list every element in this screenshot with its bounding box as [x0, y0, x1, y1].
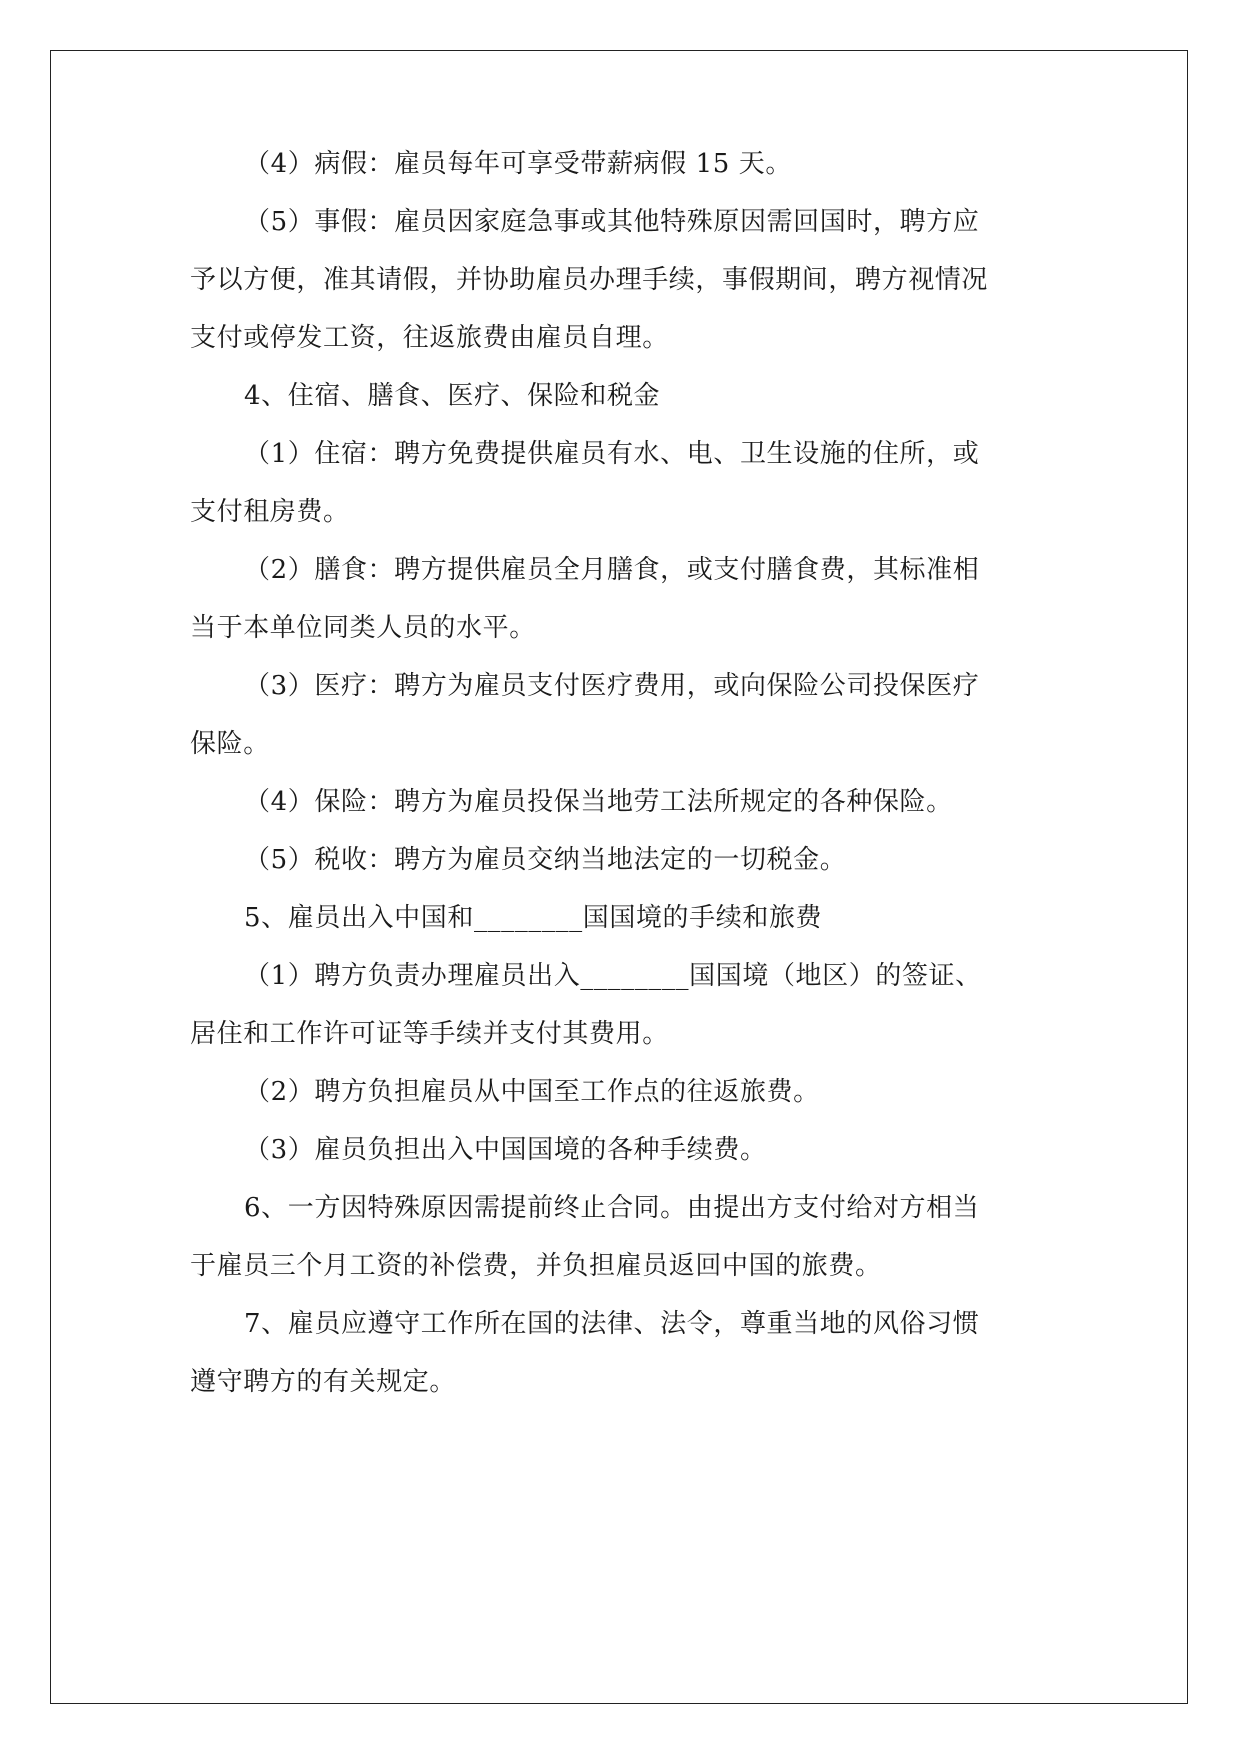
- document-line: 予以方便，准其请假，并协助雇员办理手续，事假期间，聘方视情况: [190, 265, 989, 295]
- document-line: 支付租房费。: [190, 497, 350, 527]
- document-line: 保险。: [190, 729, 270, 759]
- document-line: （3）医疗：聘方为雇员支付医疗费用，或向保险公司投保医疗: [244, 671, 980, 701]
- document-line: 当于本单位同类人员的水平。: [190, 613, 536, 643]
- document-line: 居住和工作许可证等手续并支付其费用。: [190, 1019, 669, 1049]
- section-heading: 5、雇员出入中国和________国国境的手续和旅费: [244, 903, 823, 933]
- section-heading: 7、雇员应遵守工作所在国的法律、法令，尊重当地的风俗习惯: [244, 1309, 980, 1339]
- section-heading: 4、住宿、膳食、医疗、保险和税金: [244, 381, 661, 411]
- document-line: （5）事假：雇员因家庭急事或其他特殊原因需回国时，聘方应: [244, 207, 980, 237]
- document-line: 于雇员三个月工资的补偿费，并负担雇员返回中国的旅费。: [190, 1251, 882, 1281]
- document-line: （4）病假：雇员每年可享受带薪病假 15 天。: [244, 149, 792, 179]
- document-line: （5）税收：聘方为雇员交纳当地法定的一切税金。: [244, 845, 847, 875]
- document-line: （3）雇员负担出入中国国境的各种手续费。: [244, 1135, 767, 1165]
- section-heading: 6、一方因特殊原因需提前终止合同。由提出方支付给对方相当: [244, 1193, 980, 1223]
- document-line: （1）住宿：聘方免费提供雇员有水、电、卫生设施的住所，或: [244, 439, 980, 469]
- document-line: （4）保险：聘方为雇员投保当地劳工法所规定的各种保险。: [244, 787, 953, 817]
- document-line: （1）聘方负责办理雇员出入________国国境（地区）的签证、: [244, 961, 982, 991]
- document-line: 支付或停发工资，往返旅费由雇员自理。: [190, 323, 669, 353]
- document-line: 遵守聘方的有关规定。: [190, 1367, 457, 1397]
- document-line: （2）膳食：聘方提供雇员全月膳食，或支付膳食费，其标准相: [244, 555, 980, 585]
- document-line: （2）聘方负担雇员从中国至工作点的往返旅费。: [244, 1077, 820, 1107]
